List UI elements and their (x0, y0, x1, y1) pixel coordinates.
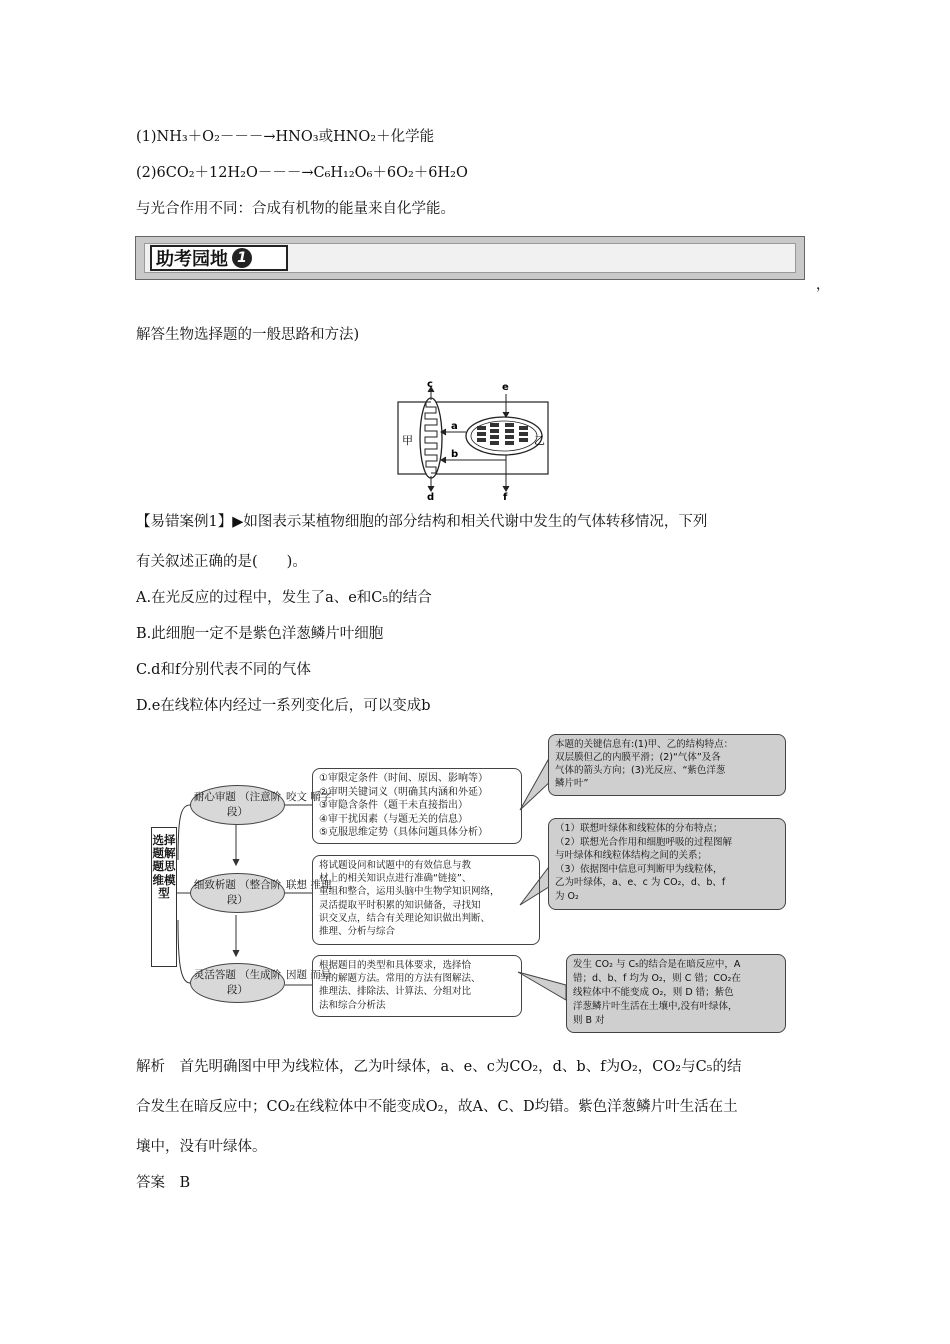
equation-1: (1)NH₃＋O₂－－－→HNO₃或HNO₂＋化学能 (136, 129, 435, 145)
trailing-comma: ， (816, 277, 830, 293)
stage-2-callout: （1）联想叶绿体和线粒体的分布特点； （2）联想光合作用和细胞呼吸的过程图解 与叶绿体和线粒体结构之间的关系； （3）依据图中信息可判断甲为线粒体， 乙为叶绿体，a、e、c 为 CO₂，d、b、f 为 O₂ (548, 818, 786, 910)
stage-2-oval: 细致析题 （整合阶段） (190, 873, 285, 913)
label-a: a (451, 421, 458, 432)
stage-1-oval: 耐心审题 （注意阶段） (190, 785, 285, 825)
callout-3-pointer (518, 972, 566, 1000)
equation-note: 与光合作用不同：合成有机物的能量来自化学能。 (136, 201, 455, 217)
analysis-line-2: 合发生在暗反应中；CO₂在线粒体中不能变成O₂，故A、C、D均错。紫色洋葱鳞片叶生活在土 (136, 1099, 738, 1115)
banner-number-badge: 1 (232, 248, 252, 268)
label-d: d (427, 492, 435, 500)
answer: 答案 B (136, 1175, 191, 1191)
label-c: c (427, 380, 433, 390)
question-line-2: 有关叙述正确的是( )。 (136, 554, 307, 570)
option-a: A.在光反应的过程中，发生了a、e和C₅的结合 (136, 590, 432, 606)
section-title: 解答生物选择题的一般思路和方法) (136, 327, 360, 343)
stage-3-oval: 灵活答题 （生成阶段） (190, 963, 285, 1003)
option-b: B.此细胞一定不是紫色洋葱鳞片叶细胞 (136, 626, 384, 642)
analysis-line-3: 壤中，没有叶绿体。 (136, 1139, 267, 1155)
option-c: C.d和f分别代表不同的气体 (136, 662, 311, 678)
stage-3-box: 根据题目的类型和具体要求，选择恰 当的解题方法。常用的方法有图解法、 推理法、排除法、计算法、分组对比 法和综合分析法 (312, 955, 522, 1017)
stage-1-box: ①审限定条件（时间、原因、影响等） ②审明关键词义（明确其内涵和外延） ③审隐含条件（题干未直接指出） ④审干扰因素（与题无关的信息） ⑤克服思维定势（具体问题具体分析） (312, 768, 522, 844)
question-line-1: 【易错案例1】▶如图表示某植物细胞的部分结构和相关代谢中发生的气体转移情况，下列 (136, 514, 708, 530)
equation-2: (2)6CO₂＋12H₂O－－－→C₆H₁₂O₆＋6O₂＋6H₂O (136, 165, 468, 181)
label-e: e (502, 382, 509, 393)
stage-2-box: 将试题设问和试题中的有效信息与教 材上的相关知识点进行准确“链接”、 重组和整合，运用头脑中生物学知识网络， 灵活提取平时积累的知识储备，寻找知 识交叉点，结合有关理论知识做出判断、 推理、分析与综合 (312, 855, 540, 945)
stage-1-callout: 本题的关键信息有:(1)甲、乙的结构特点： 双层膜但乙的内膜平滑；(2)“气体”及各 气体的箭头方向；(3)光反应、“紫色洋葱 鳞片叶” (548, 734, 786, 796)
label-jia: 甲 (402, 434, 413, 447)
banner-title: 助考园地 (156, 249, 228, 270)
label-b: b (451, 449, 459, 460)
analysis-line-1: 解析 首先明确图中甲为线粒体，乙为叶绿体，a、e、c为CO₂，d、b、f为O₂，CO₂与C₅的结 (136, 1059, 742, 1075)
label-f: f (503, 492, 508, 500)
stage-1-label: 咬文 嚼字 (286, 791, 332, 803)
model-vertical-title: 选择题解题思维模型 (151, 827, 177, 967)
stage-3-callout: 发生 CO₂ 与 C₅的结合是在暗反应中，A 错；d、b、f 均为 O₂，则 C 错；CO₂在 线粒体中不能变成 O₂，则 D 错；紫色 洋葱鳞片叶生活在土壤中,没有叶绿体， 则 B 对 (566, 954, 786, 1033)
option-d: D.e在线粒体内经过一系列变化后，可以变成b (136, 698, 431, 714)
stage-2-label: 联想 推理 (286, 879, 332, 891)
stage-3-label: 因题 而异 (286, 969, 332, 981)
label-yi: 乙 (534, 434, 545, 447)
